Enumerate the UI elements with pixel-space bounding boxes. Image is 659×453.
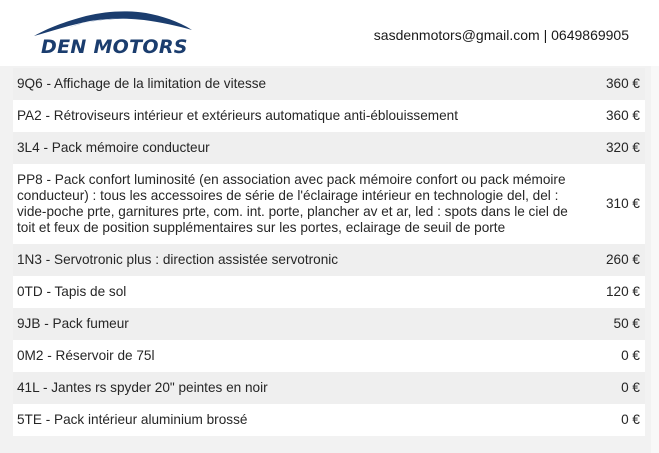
option-row xyxy=(13,404,645,436)
option-row xyxy=(13,276,645,308)
option-row xyxy=(13,372,645,404)
option-price: 50 € xyxy=(613,316,640,331)
option-row xyxy=(13,132,645,164)
option-label: 9Q6 - Affichage de la limitation de vitesse xyxy=(17,76,267,91)
option-price: 320 € xyxy=(605,140,640,155)
option-price: 360 € xyxy=(605,108,640,123)
option-price: 260 € xyxy=(605,252,640,267)
option-label: 1N3 - Servotronic plus : direction assistée servotronic xyxy=(17,252,339,267)
option-price: 0 € xyxy=(621,380,640,395)
brand-name: DEN MOTORS xyxy=(41,36,188,58)
option-label: PA2 - Rétroviseurs intérieur et extérieurs automatique anti-éblouissement xyxy=(17,108,458,123)
option-price: 310 € xyxy=(605,196,640,211)
option-row xyxy=(13,340,645,372)
option-price: 0 € xyxy=(621,412,640,427)
option-price: 360 € xyxy=(605,76,640,91)
option-label: 5TE - Pack intérieur aluminium brossé xyxy=(17,412,248,427)
option-row xyxy=(13,244,645,276)
contact-info: sasdenmotors@gmail.com | 0649869905 xyxy=(373,27,629,43)
brand-logo xyxy=(28,6,198,62)
option-label: 0M2 - Réservoir de 75l xyxy=(17,348,155,363)
option-price: 120 € xyxy=(605,284,640,299)
option-label: 9JB - Pack fumeur xyxy=(17,316,129,331)
option-row xyxy=(13,308,645,340)
option-price: 0 € xyxy=(621,348,640,363)
page-edge xyxy=(651,66,659,453)
option-label: 0TD - Tapis de sol xyxy=(17,284,127,299)
option-label: 3L4 - Pack mémoire conducteur xyxy=(17,140,210,155)
option-row xyxy=(13,68,645,100)
option-row xyxy=(13,164,645,244)
header xyxy=(0,0,659,66)
option-row xyxy=(13,100,645,132)
option-label: 41L - Jantes rs spyder 20" peintes en noir xyxy=(17,380,268,395)
option-label: PP8 - Pack confort luminosité (en association avec pack mémoire confort ou pack mémoire conducteur) : tous les accessoires de série de l'éclairage intérieur en technologie del, del : vide-poche prte, garnitures prte, com. int. porte, plancher av et ar, led : spots dans le ciel de toit et feux de position supplémentaires sur les portes, eclairage de seuil de porte xyxy=(17,172,568,235)
options-table xyxy=(13,68,645,436)
